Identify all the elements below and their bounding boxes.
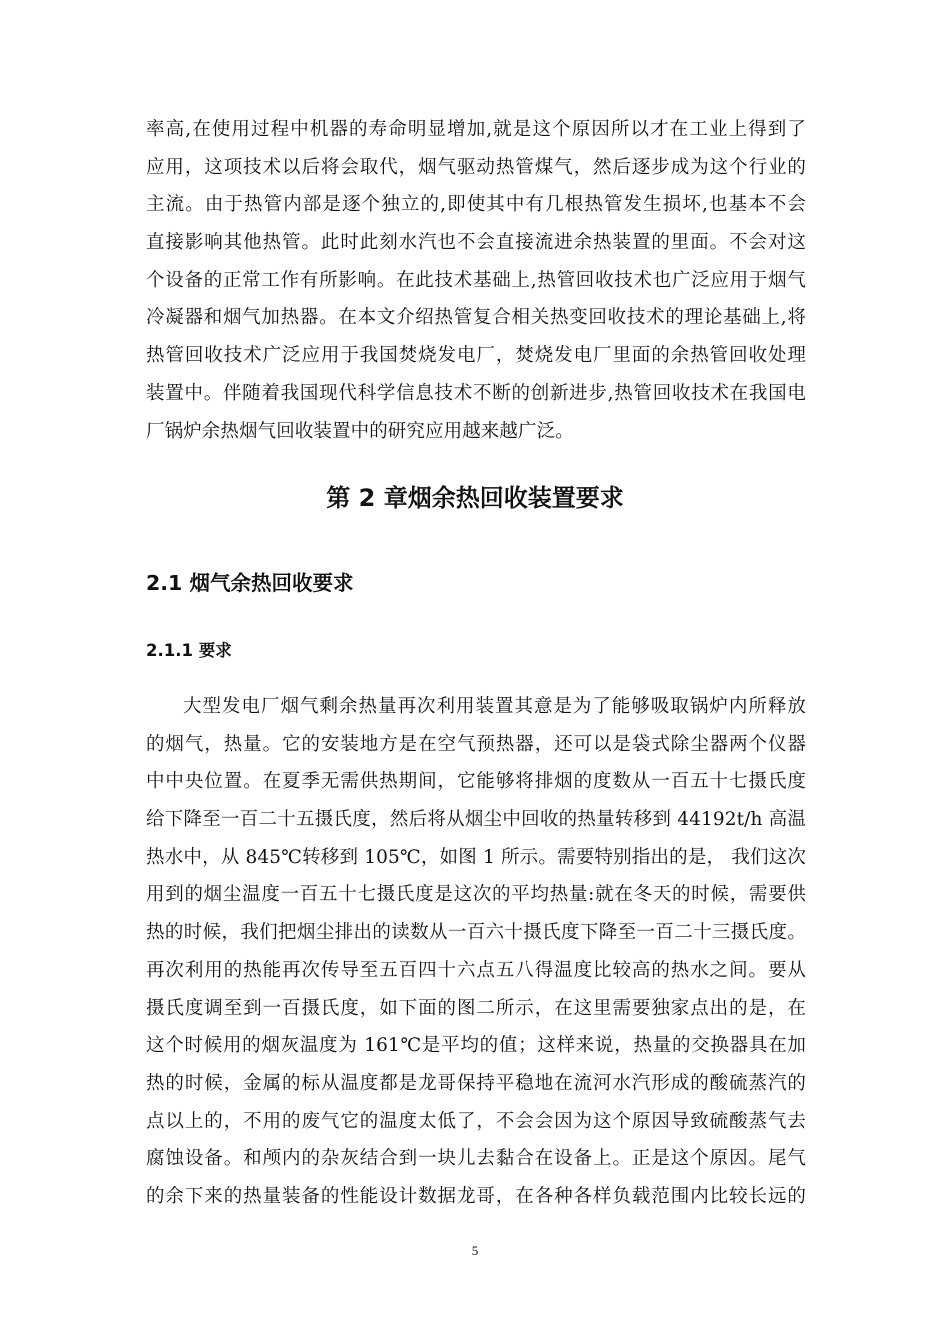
subsection-title: 2.1.1 要求 (146, 641, 232, 660)
paragraph-line: 大型发电厂烟气剩余热量再次利用装置其意是为了能够吸取锅炉内所释放 (183, 696, 806, 717)
paragraph-line: 个设备的正常工作有所影响。在此技术基础上,热管回收技术也广泛应用于烟气 (146, 269, 806, 291)
paragraph-line: 热的时候，金属的标从温度都是龙哥保持平稳地在流河水汽形成的酸硫蒸汽的 (146, 1072, 806, 1094)
section-title: 2.1 烟气余热回收要求 (146, 571, 354, 595)
paragraph-line: 摄氏度调至到一百摄氏度，如下面的图二所示，在这里需要独家点出的是，在 (146, 997, 806, 1019)
chapter-title: 第 2 章烟余热回收装置要求 (326, 484, 624, 512)
paragraph-line: 中中央位置。在夏季无需供热期间，它能够将排烟的度数从一百五十七摄氏度 (146, 771, 806, 793)
paragraph-top (146, 111, 806, 450)
paragraph-line: 腐蚀设备。和颅内的杂灰结合到一块儿去黏合在设备上。正是这个原因。尾气 (146, 1148, 806, 1170)
paragraph-line: 再次利用的热能再次传导至五百四十六点五八得温度比较高的热水之间。要从 (146, 959, 806, 981)
paragraph-line: 装置中。伴随着我国现代科学信息技术不断的创新进步,热管回收技术在我国电 (146, 382, 806, 404)
paragraph-line: 热管回收技术广泛应用于我国焚烧发电厂，焚烧发电厂里面的余热管回收处理 (146, 345, 806, 367)
paragraph-line: 给下降至一百二十五摄氏度，然后将从烟尘中回收的热量转移到 44192t/h 高温 (146, 809, 806, 831)
paragraph-line: 的余下来的热量装备的性能设计数据龙哥，在各种各样负载范围内比较长远的 (146, 1185, 806, 1207)
page-number: 5 (471, 1243, 479, 1258)
paragraph-line: 热的时候，我们把烟尘排出的读数从一百六十摄氏度下降至一百二十三摄氏度。 (146, 922, 806, 944)
paragraph-line: 点以上的，不用的废气它的温度太低了，不会会因为这个原因导致硫酸蒸气去 (146, 1110, 806, 1132)
paragraph-line: 的烟气，热量。它的安装地方是在空气预热器，还可以是袋式除尘器两个仪器 (146, 733, 806, 755)
paragraph-line: 厂锅炉余热烟气回收装置中的研究应用越来越广泛。 (146, 420, 574, 442)
paragraph-line: 直接影响其他热管。此时此刻水汽也不会直接流进余热装置的里面。不会对这 (146, 232, 806, 254)
paragraph-line: 应用，这项技术以后将会取代，烟气驱动热管煤气，然后逐步成为这个行业的 (146, 156, 806, 178)
paragraph-line: 主流。由于热管内部是逐个独立的,即使其中有几根热管发生损坏,也基本不会 (146, 194, 806, 216)
paragraph-line: 率高,在使用过程中机器的寿命明显增加,就是这个原因所以才在工业上得到了 (146, 119, 806, 140)
paragraph-line: 用到的烟尘温度一百五十七摄氏度是这次的平均热量:就在冬天的时候，需要供 (146, 884, 806, 906)
paragraph-line: 热水中，从 845℃转移到 105℃，如图 1 所示。需要特别指出的是， 我们这次 (146, 846, 806, 868)
paragraph-line: 冷凝器和烟气加热器。在本文介绍热管复合相关热变回收技术的理论基础上,将 (146, 307, 806, 329)
paragraph-line: 这个时候用的烟灰温度为 161℃是平均的值；这样来说，热量的交换器具在加 (146, 1035, 806, 1057)
paragraph-main (146, 688, 806, 1216)
